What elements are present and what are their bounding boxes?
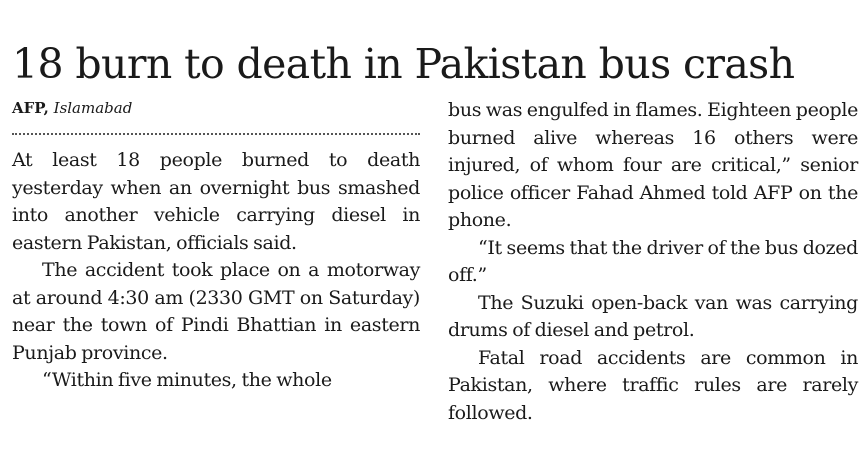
headline: 18 burn to death in Pakistan bus crash bbox=[12, 40, 795, 88]
paragraph-context: Fatal road accidents are common in Pakistan, where traffic rules are rarely followed. bbox=[448, 346, 858, 424]
byline-agency: AFP, bbox=[12, 99, 49, 117]
byline-location: Islamabad bbox=[53, 99, 133, 117]
paragraph-quote-continued: bus was engulfed in flames. Eighteen people burned alive whereas 16 others were injured, of whom four are critical,” senior police officer Fahad Ahmed told AFP on the phone. bbox=[448, 99, 858, 231]
paragraph-quote-start: “Within five minutes, the whole bbox=[42, 369, 332, 391]
article-column-right bbox=[448, 97, 858, 427]
byline bbox=[12, 98, 132, 118]
paragraph-driver-quote: “It seems that the driver of the bus dozed off.” bbox=[448, 236, 858, 286]
dotted-divider bbox=[12, 133, 420, 135]
paragraph-lead: At least 18 people burned to death yesterday when an overnight bus smashed into another vehicle carrying diesel in eastern Pakistan, officials said. bbox=[12, 149, 420, 254]
article-column-left bbox=[12, 147, 420, 395]
paragraph-van: The Suzuki open-back van was carrying drums of diesel and petrol. bbox=[448, 291, 858, 341]
paragraph-accident: The accident took place on a motorway at around 4:30 am (2330 GMT on Saturday) near the town of Pindi Bhattian in eastern Punjab province. bbox=[12, 259, 420, 364]
